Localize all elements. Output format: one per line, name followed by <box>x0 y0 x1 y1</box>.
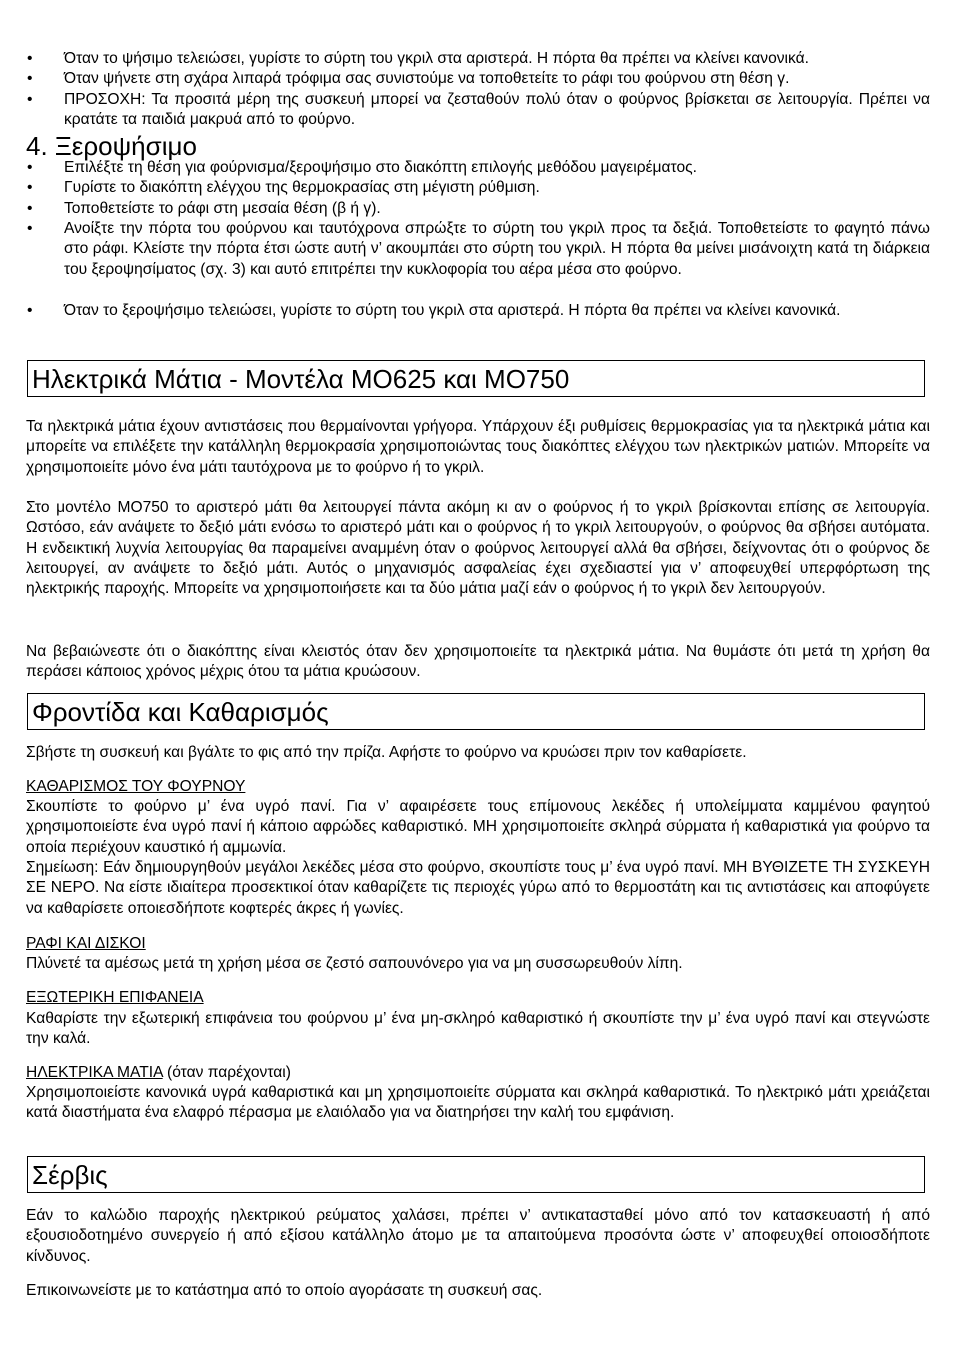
paragraph: Πλύνετέ τα αμέσως μετά τη χρήση μέσα σε ζεστό σαπουνόνερο για να μη συσσωρευθούν λίπη. <box>26 955 683 972</box>
section-heading-drying: 4. Ξεροψήσιμο <box>26 131 197 161</box>
paragraph: Σημείωση: Εάν δημιουργηθούν μεγάλοι λεκέδες μέσα στο φούρνο, σκουπίστε τους μ’ ένα υγρό πανί. ΜΗ ΒΥΘΙΖΕΤΕ ΤΗ ΣΥΣΚΕΥΗ ΣΕ ΝΕΡΟ. Να είστε ιδιαίτερα προσεκτικοί όταν καθαρίζετε τις περιοχές γύρω από το θερμοστάτη και τις αντιστάσεις και αποφύγετε να καθαρίσετε οποιεσδήποτε κοφτερές άκρες ή γωνίες. <box>26 859 930 917</box>
list-item-text: Όταν το ψήσιμο τελειώσει, γυρίστε το σύρτη του γκριλ στα αριστερά. Η πόρτα θα πρέπει να κλείνει κανονικά. <box>64 50 809 67</box>
bullet-icon: • <box>27 70 33 87</box>
subheading-oven-cleaning: ΚΑΘΑΡΙΣΜΟΣ ΤΟΥ ΦΟΥΡΝΟΥ <box>26 778 246 795</box>
paragraph: Σκουπίστε το φούρνο μ’ ένα υγρό πανί. Για ν’ αφαιρέσετε τους επίμονους λεκέδες ή υπολείμματα καμμένου φαγητού χρησιμοποιείστε ένα υγρό πανί ή κάποιο αφρώδες καθαριστικό. ΜΗ χρησιμοποιείτε σκληρά σύρματα ή καθαριστικά για φούρνο τα οποία περιέχουν καυστικό ή αμμωνία. <box>26 798 930 856</box>
paragraph: Καθαρίστε την εξωτερική επιφάνεια του φούρνου μ’ ένα μη-σκληρό καθαριστικό ή σκουπίστε την μ’ ένα υγρό πανί και στεγνώστε την καλά. <box>26 1010 930 1048</box>
list-item-text: Όταν ψήνετε στη σχάρα λιπαρά τρόφιμα σας συνιστούμε να τοποθετείτε το ράφι του φούρνου στη θέση γ. <box>64 70 790 87</box>
bullet-icon: • <box>27 302 33 319</box>
paragraph: Εάν το καλώδιο παροχής ηλεκτρικού ρεύματος χαλάσει, πρέπει ν’ αντικατασταθεί μόνο από τον κατασκευαστή ή από εξουσιοδοτημένο συνεργείο ή από εξίσου κατάλληλο άτομο με τα απαιτούμενα προσόντα ώστε ν’ αποφευχθεί οποιοσδήποτε κίνδυνος. <box>26 1207 930 1265</box>
section-header-care <box>27 693 925 730</box>
section-header-service <box>27 1156 925 1193</box>
subheading-exterior: ΕΞΩΤΕΡΙΚΗ ΕΠΙΦΑΝΕΙΑ <box>26 989 204 1006</box>
section-title: Σέρβις <box>32 1160 108 1190</box>
paragraph: Σβήστε τη συσκευή και βγάλτε το φις από την πρίζα. Αφήστε το φούρνο να κρυώσει πριν τον καθαρίσετε. <box>26 744 747 761</box>
subheading-note: (όταν παρέχονται) <box>167 1064 291 1081</box>
paragraph: Να βεβαιώνεστε ότι ο διακόπτης είναι κλειστός όταν δεν χρησιμοποιείτε τα ηλεκτρικά μάτια. Να θυμάστε ότι μετά τη χρήση θα περάσει κάποιος χρόνος μέχρις ότου τα μάτια κρυώσουν. <box>26 643 930 681</box>
bullet-icon: • <box>27 159 33 176</box>
list-item-text: Τοποθετείστε το ράφι στη μεσαία θέση (β ή γ). <box>64 200 381 217</box>
paragraph: Επικοινωνείστε με το κατάστημα από το οποίο αγοράσατε τη συσκευή σας. <box>26 1282 543 1299</box>
section-title: Φροντίδα και Καθαρισμός <box>32 697 329 727</box>
paragraph: Τα ηλεκτρικά μάτια έχουν αντιστάσεις που θερμαίνονται γρήγορα. Υπάρχουν έξι ρυθμίσεις θερμοκρασίας για τα ηλεκτρικά μάτια και μπορείτε να επιλέξετε την κατάλληλη θερμοκρασία χρησιμοποιώντας τους διακόπτες ελέγχου των ηλεκτρικών ματιών. Μπορείτε να χρησιμοποιείτε μόνο ένα μάτι ταυτόχρονα με το φούρνο ή το γκριλ. <box>26 418 930 476</box>
subheading-rack: ΡΑΦΙ ΚΑΙ ΔΙΣΚΟΙ <box>26 935 146 952</box>
paragraph: Στο μοντέλο MO750 το αριστερό μάτι θα λειτουργεί πάντα ακόμη κι αν ο φούρνος ή το γκριλ βρίσκονται επίσης σε λειτουργία. Ωστόσο, εάν ανάψετε το δεξιό μάτι ενόσω το αριστερό μάτι και ο φούρνος ή το γκριλ λειτουργούν, ο φούρνος θα σβήσει αυτόματα. Η ενδεικτική λυχνία λειτουργίας θα παραμείνει αναμμένη όταν ο φούρνος λειτουργεί αλλά θα σβήσει, δείχνοντας ότι ο φούρνος δε λειτουργεί, αν ανάψετε το δεξιό μάτι. Αυτός ο μηχανισμός ασφαλείας έχει σχεδιαστεί για ν’ αποφευχθεί υπερφόρτωση της ηλεκτρικής παροχής. Μπορείτε να χρησιμοποιήσετε και τα δύο μάτια μαζί εάν ο φούρνος ή το γκριλ δεν λειτουργούν. <box>26 499 930 598</box>
bullet-icon: • <box>27 50 33 67</box>
list-item-text: Ανοίξτε την πόρτα του φούρνου και ταυτόχρονα σπρώξτε το σύρτη του γκριλ προς τα δεξιά. Τοποθετείστε το φαγητό πάνω στο ράφι. Κλείστε την πόρτα έτσι ώστε αυτή ν’ ακουμπάει στο σύρτη του γκριλ. Η πόρτα θα μείνει μισάνοιχτη κατά τη διάρκεια του ξεροψησίματος (σχ. 3) και αυτό επιτρέπει την κυκλοφορία του αέρα μέσα στο φούρνο. <box>64 220 930 278</box>
list-item-text: Όταν το ξεροψήσιμο τελειώσει, γυρίστε το σύρτη του γκριλ στα αριστερά. Η πόρτα θα πρέπει να κλείνει κανονικά. <box>64 302 841 319</box>
bullet-icon: • <box>27 91 33 108</box>
bullet-icon: • <box>27 200 33 217</box>
subheading-hotplates: ΗΛΕΚΤΡΙΚΑ ΜΑΤΙΑ <box>26 1064 163 1081</box>
section-title: Ηλεκτρικά Μάτια - Μοντέλα MO625 και MO750 <box>32 364 570 394</box>
paragraph: Χρησιμοποιείστε κανονικά υγρά καθαριστικά και μη χρησιμοποιείτε σύρματα και σκληρά καθαριστικά. Το ηλεκτρικό μάτι χρειάζεται κατά διαστήματα ένα ελαφρό πέρασμα με ελαιόλαδο για να διατηρήσει την καλή του εμφάνιση. <box>26 1084 930 1122</box>
section-header-hotplates <box>27 360 925 397</box>
list-item-text: ΠΡΟΣΟΧΗ: Τα προσιτά μέρη της συσκευή μπορεί να ζεσταθούν πολύ όταν ο φούρνος βρίσκεται σε λειτουργία. Πρέπει να κρατάτε τα παιδιά μακρυά από το φούρνο. <box>64 91 930 129</box>
list-item-text: Επιλέξτε τη θέση για φούρνισμα/ξεροψήσιμο στο διακόπτη επιλογής μεθόδου μαγειρέματος. <box>64 159 697 176</box>
subheading-row <box>26 1063 291 1083</box>
bullet-icon: • <box>27 220 33 237</box>
bullet-icon: • <box>27 179 33 196</box>
list-item-text: Γυρίστε το διακόπτη ελέγχου της θερμοκρασίας στη μέγιστη ρύθμιση. <box>64 179 540 196</box>
